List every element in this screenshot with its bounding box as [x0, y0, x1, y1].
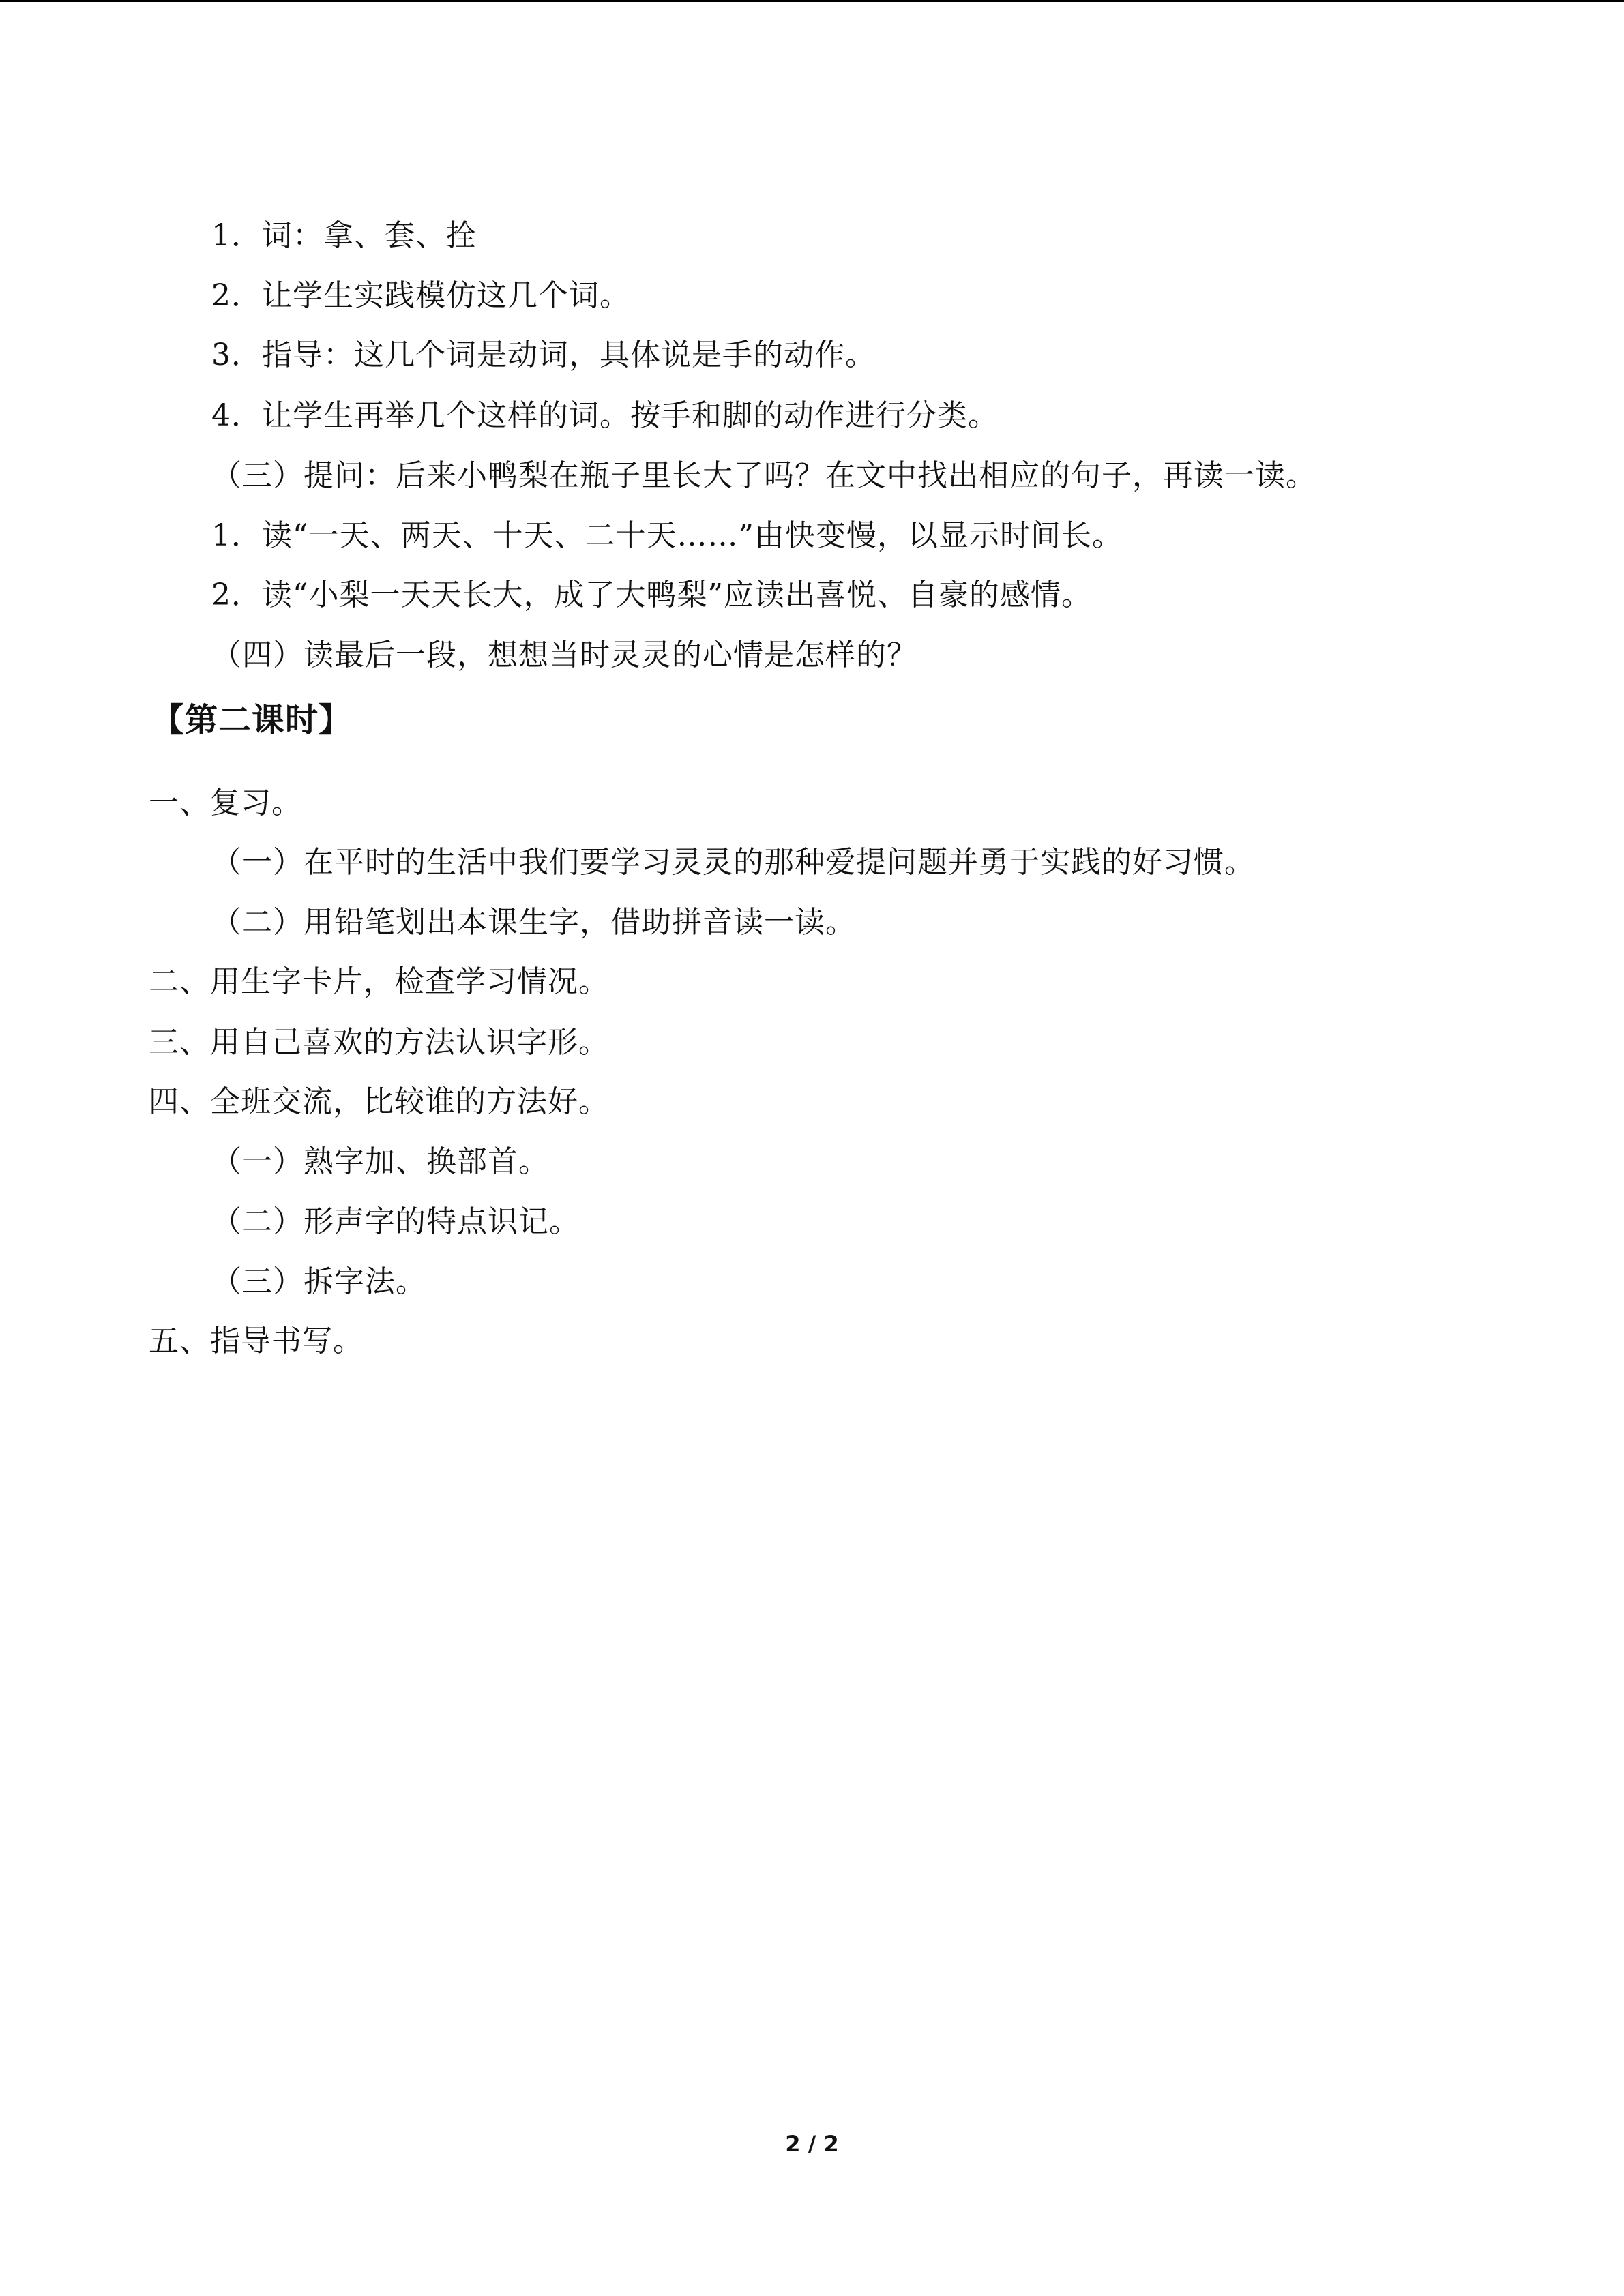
text-line: 2．读“小梨一天天长大，成了大鸭梨”应读出喜悦、自豪的感情。: [211, 578, 1092, 612]
section-heading: 【第二课时】: [151, 701, 353, 739]
text-line: （二）用铅笔划出本课生字，借助拼音读一读。: [211, 905, 856, 940]
top-border-rule: [0, 0, 1624, 2]
text-line: 四、全班交流，比较谁的方法好。: [149, 1084, 609, 1119]
text-line: （一）在平时的生活中我们要学习灵灵的那种爱提问题并勇于实践的好习惯。: [211, 845, 1255, 880]
text-line: （四）读最后一段，想想当时灵灵的心情是怎样的？: [211, 638, 917, 672]
text-line: （三）提问：后来小鸭梨在瓶子里长大了吗？在文中找出相应的句子，再读一读。: [211, 458, 1316, 493]
text-line: 1．词：拿、套、拴: [211, 218, 477, 253]
text-line: 1．读“一天、两天、十天、二十天……”由快变慢，以显示时间长。: [211, 518, 1123, 553]
text-line: （三）拆字法。: [211, 1264, 426, 1299]
text-line: 3．指导：这几个词是动词，具体说是手的动作。: [211, 338, 876, 372]
text-line: 一、复习。: [149, 786, 302, 820]
text-line: （一）熟字加、换部首。: [211, 1144, 549, 1179]
text-line: 三、用自己喜欢的方法认识字形。: [149, 1025, 609, 1060]
text-line: 五、指导书写。: [149, 1324, 364, 1358]
text-line: 2．让学生实践模仿这几个词。: [211, 278, 630, 313]
text-line: 4．让学生再举几个这样的词。按手和脚的动作进行分类。: [211, 398, 999, 433]
text-line: （二）形声字的特点识记。: [211, 1204, 580, 1239]
text-line: 二、用生字卡片，检查学习情况。: [149, 964, 609, 999]
page-number: 2 / 2: [785, 2131, 839, 2157]
